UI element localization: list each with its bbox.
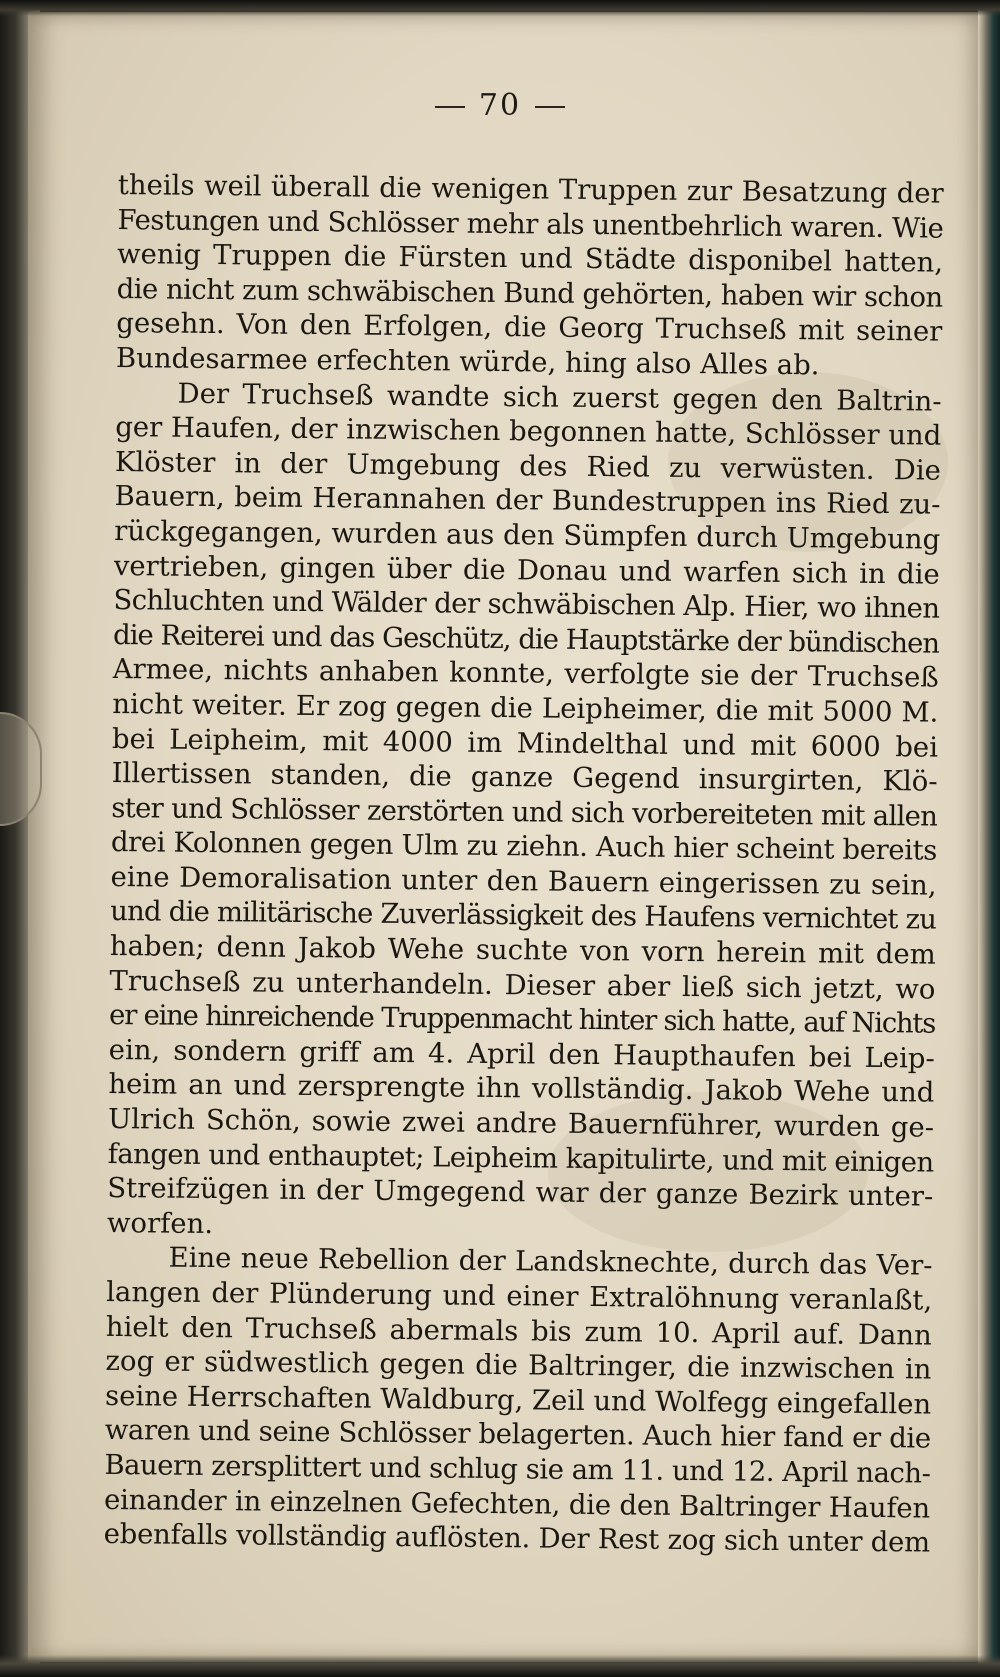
text-line: eine Demoralisation unter den Bauern eingerissen zu sein, [110, 860, 937, 902]
text-line: ein, sondern griff am 4. April den Haupthaufen bei Leip- [108, 1033, 935, 1075]
text-line: Illertissen standen, die ganze Gegend insurgirten, Klö- [111, 757, 938, 798]
text-line: Armee, nichts anhaben konnte, verfolgte sie der Truchseß [112, 653, 939, 694]
text-line: seine Herrschaften Waldburg, Zeil und Wolfegg eingefallen [104, 1379, 932, 1421]
page-header [0, 88, 1000, 123]
text-line: Bundesarmee erfechten würde, hing also Alles ab. [115, 341, 820, 382]
text-line: ster und Schlösser zerstörten und sich vorbereiteten mit allen [111, 791, 938, 833]
text-line: Bauern, beim Herannahen der Bundestruppen ins Ried zu- [114, 480, 941, 521]
text-line: Bauern zersplittert und schlug sie am 11. und 12. April nach- [104, 1448, 931, 1490]
text-line: Eine neue Rebellion der Landsknechte, durch das Ver- [168, 1241, 933, 1282]
text-line: Ulrich Schön, sowie zwei andre Bauernführer, wurden ge- [107, 1102, 935, 1144]
text-line: fangen und enthauptet; Leipheim kapitulirte, und mit einigen [107, 1137, 934, 1179]
text-line: hielt den Truchseß abermals bis zum 10. April auf. Dann [105, 1310, 932, 1352]
page-number: 70 [478, 88, 522, 123]
text-line: haben; denn Jakob Wehe suchte von vorn herein mit dem [109, 930, 936, 971]
text-line: zog er südwestlich gegen die Baltringer, die inzwischen in [105, 1345, 932, 1386]
text-line: und die militärische Zuverlässigkeit des Haufens vernichtet zu [110, 895, 937, 937]
text-line: ebenfalls vollständig auflösten. Der Rest zog sich unter dem [103, 1518, 930, 1559]
text-line: vertrieben, gingen über die Donau und warfen sich in die [113, 549, 940, 591]
book-cover-edge [978, 0, 1000, 1677]
text-line: bei Leipheim, mit 4000 im Mindelthal und mit 6000 bei [111, 722, 939, 764]
text-line: theils weil überall die wenigen Truppen zur Besatzung der [117, 168, 944, 210]
text-line: heim an und zersprengte ihn vollständig. Jakob Wehe und [108, 1068, 935, 1110]
text-line: Klöster in der Umgebung des Ried zu verwüsten. Die [114, 445, 942, 487]
page-bottom-shadow [0, 1655, 1000, 1677]
text-line: Der Truchseß wandte sich zuerst gegen den Baltrin- [177, 377, 942, 418]
text-line: langen der Plünderung und einer Extralöhnung veranlaßt, [106, 1275, 933, 1317]
text-line: gesehn. Von den Erfolgen, die Georg Truchseß mit seiner [116, 307, 943, 349]
text-line: drei Kolonnen gegen Ulm zu ziehn. Auch hier scheint bereits [110, 826, 938, 867]
text-line: wenig Truppen die Fürsten und Städte disponibel hatten, [116, 238, 944, 279]
body-text [104, 168, 944, 1557]
text-line: Festungen und Schlösser mehr als unentbehrlich waren. Wie [117, 203, 944, 245]
text-line: Streifzügen in der Umgegend war der ganze Bezirk unter- [107, 1172, 934, 1213]
text-line: worfen. [106, 1206, 214, 1240]
header-dash-left [435, 106, 465, 108]
text-line: ger Haufen, der inzwischen begonnen hatte, Schlösser und [115, 411, 942, 452]
text-line: einander in einzelnen Gefechten, die den Baltringer Haufen [103, 1483, 931, 1525]
text-line: die nicht zum schwäbischen Bund gehörten, haben wir schon [116, 272, 943, 314]
text-line: Schluchten und Wälder der schwäbischen Alp. Hier, wo ihnen [113, 584, 940, 625]
text-line: die Reiterei und das Geschütz, die Hauptstärke der bündischen [112, 618, 940, 660]
text-line: rückgegangen, wurden aus den Sümpfen durch Umgebung [114, 514, 941, 556]
text-line: waren und seine Schlösser belagerten. Auch hier fand er die [104, 1414, 931, 1455]
text-line: er eine hinreichende Truppenmacht hinter sich hatte, auf Nichts [108, 999, 936, 1040]
text-line: nicht weiter. Er zog gegen die Leipheimer, die mit 5000 M. [112, 687, 939, 729]
header-dash-right [535, 106, 565, 108]
page-top-shadow [0, 0, 1000, 16]
text-line: Truchseß zu unterhandeln. Dieser aber ließ sich jetzt, wo [109, 964, 936, 1006]
